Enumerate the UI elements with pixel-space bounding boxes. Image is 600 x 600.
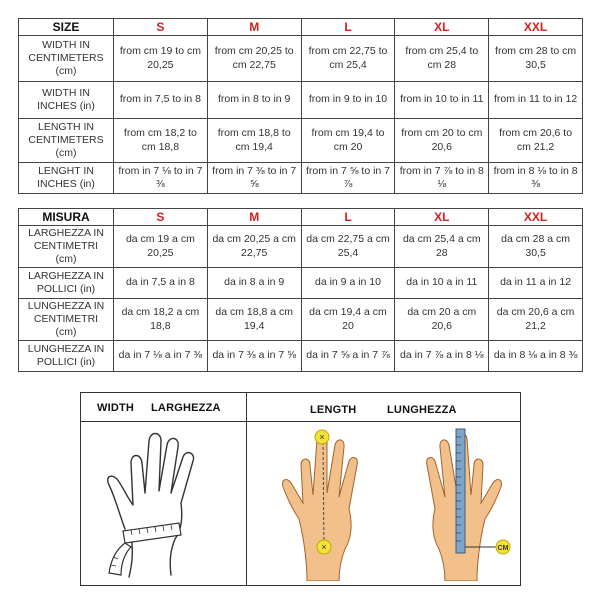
- panel-title-divider: [81, 421, 520, 422]
- row-label: LENGTH IN CENTIMETERS (cm): [19, 119, 114, 163]
- size-s-header: S: [114, 209, 208, 226]
- size-table-english: [18, 18, 583, 194]
- row-label: LENGHT IN INCHES (in): [19, 163, 114, 194]
- cm-marker-label: CM: [497, 545, 509, 552]
- table-row: [19, 82, 583, 119]
- table-cell: da in 7 ⅜ a in 7 ⅝: [207, 341, 301, 372]
- table-cell: from in 8 ⅛ to in 8 ⅜: [489, 163, 583, 194]
- table-cell: from cm 19 to cm 20,25: [114, 36, 208, 82]
- size-xxl-header: XXL: [489, 19, 583, 36]
- width-title: WIDTH: [97, 402, 135, 414]
- table-cell: da cm 18,8 a cm 19,4: [207, 299, 301, 341]
- measuring-guide-panel: [80, 392, 521, 586]
- size-xxl-header: XXL: [489, 209, 583, 226]
- size-m-header: M: [207, 209, 301, 226]
- length-hand-ruler-illustration: [399, 427, 515, 581]
- lunghezza-title: LUNGHEZZA: [387, 404, 457, 416]
- table-cell: from cm 20,6 to cm 21,2: [489, 119, 583, 163]
- fingertip-marker-icon: [315, 430, 329, 444]
- size-s-header: S: [114, 19, 208, 36]
- table-cell: da in 8 a in 9: [207, 268, 301, 299]
- table-cell: from cm 28 to cm 30,5: [489, 36, 583, 82]
- table-cell: da cm 25,4 a cm 28: [395, 226, 489, 268]
- table-cell: from in 7 ⅝ to in 7 ⅞: [301, 163, 395, 194]
- table-cell: from in 10 to in 11: [395, 82, 489, 119]
- table-cell: da in 7 ⅞ a in 8 ⅛: [395, 341, 489, 372]
- table-cell: da in 10 a in 11: [395, 268, 489, 299]
- table-cell: da in 7 ⅛ a in 7 ⅜: [114, 341, 208, 372]
- table-cell: from in 7 ⅞ to in 8 ⅛: [395, 163, 489, 194]
- panel-column-divider: [246, 393, 247, 585]
- svg-text:×: ×: [321, 542, 327, 552]
- table-row: [19, 299, 583, 341]
- size-table-italian: [18, 208, 583, 372]
- size-xl-header: XL: [395, 19, 489, 36]
- width-hand-illustration: [95, 427, 237, 579]
- table-header-row: [19, 209, 583, 226]
- larghezza-title: LARGHEZZA: [151, 402, 221, 414]
- row-label: WIDTH IN INCHES (in): [19, 82, 114, 119]
- table-row: [19, 341, 583, 372]
- table-row: [19, 163, 583, 194]
- table-cell: from cm 20 to cm 20,6: [395, 119, 489, 163]
- size-xl-header: XL: [395, 209, 489, 226]
- table-row: [19, 226, 583, 268]
- svg-text:×: ×: [319, 432, 325, 442]
- table-cell: da in 9 a in 10: [301, 268, 395, 299]
- table-cell: da cm 19 a cm 20,25: [114, 226, 208, 268]
- misura-header-label: MISURA: [19, 209, 114, 226]
- ruler-icon: [456, 429, 465, 553]
- table-cell: da in 7,5 a in 8: [114, 268, 208, 299]
- length-hand-palm-illustration: [277, 427, 377, 581]
- table-cell: da cm 20 a cm 20,6: [395, 299, 489, 341]
- row-label: WIDTH IN CENTIMETERS (cm): [19, 36, 114, 82]
- size-header-label: SIZE: [19, 19, 114, 36]
- table-cell: da cm 22,75 a cm 25,4: [301, 226, 395, 268]
- table-cell: da cm 19,4 a cm 20: [301, 299, 395, 341]
- table-cell: from in 7 ⅛ to in 7 ⅜: [114, 163, 208, 194]
- size-l-header: L: [301, 209, 395, 226]
- wrist-marker-icon: [317, 540, 331, 554]
- table-cell: from in 7 ⅜ to in 7 ⅝: [207, 163, 301, 194]
- row-label: LARGHEZZA IN CENTIMETRI (cm): [19, 226, 114, 268]
- table-cell: da cm 20,6 a cm 21,2: [489, 299, 583, 341]
- table-cell: from in 11 to in 12: [489, 82, 583, 119]
- table-row: [19, 119, 583, 163]
- size-l-header: L: [301, 19, 395, 36]
- table-cell: from in 8 to in 9: [207, 82, 301, 119]
- table-cell: from cm 18,2 to cm 18,8: [114, 119, 208, 163]
- table-cell: from cm 20,25 to cm 22,75: [207, 36, 301, 82]
- table-cell: da cm 18,2 a cm 18,8: [114, 299, 208, 341]
- table-cell: from in 9 to in 10: [301, 82, 395, 119]
- table-cell: da in 7 ⅝ a in 7 ⅞: [301, 341, 395, 372]
- table-row: [19, 268, 583, 299]
- cm-marker-icon: [496, 540, 510, 554]
- table-header-row: [19, 19, 583, 36]
- row-label: LUNGHEZZA IN POLLICI (in): [19, 341, 114, 372]
- table-cell: from cm 22,75 to cm 25,4: [301, 36, 395, 82]
- table-cell: da cm 20,25 a cm 22,75: [207, 226, 301, 268]
- row-label: LARGHEZZA IN POLLICI (in): [19, 268, 114, 299]
- table-cell: from cm 25,4 to cm 28: [395, 36, 489, 82]
- length-title: LENGTH: [310, 404, 357, 416]
- table-row: [19, 36, 583, 82]
- table-cell: from cm 19,4 to cm 20: [301, 119, 395, 163]
- table-cell: from cm 18,8 to cm 19,4: [207, 119, 301, 163]
- size-m-header: M: [207, 19, 301, 36]
- table-cell: from in 7,5 to in 8: [114, 82, 208, 119]
- table-cell: da cm 28 a cm 30,5: [489, 226, 583, 268]
- table-cell: da in 8 ⅛ a in 8 ⅜: [489, 341, 583, 372]
- table-cell: da in 11 a in 12: [489, 268, 583, 299]
- row-label: LUNGHEZZA IN CENTIMETRI (cm): [19, 299, 114, 341]
